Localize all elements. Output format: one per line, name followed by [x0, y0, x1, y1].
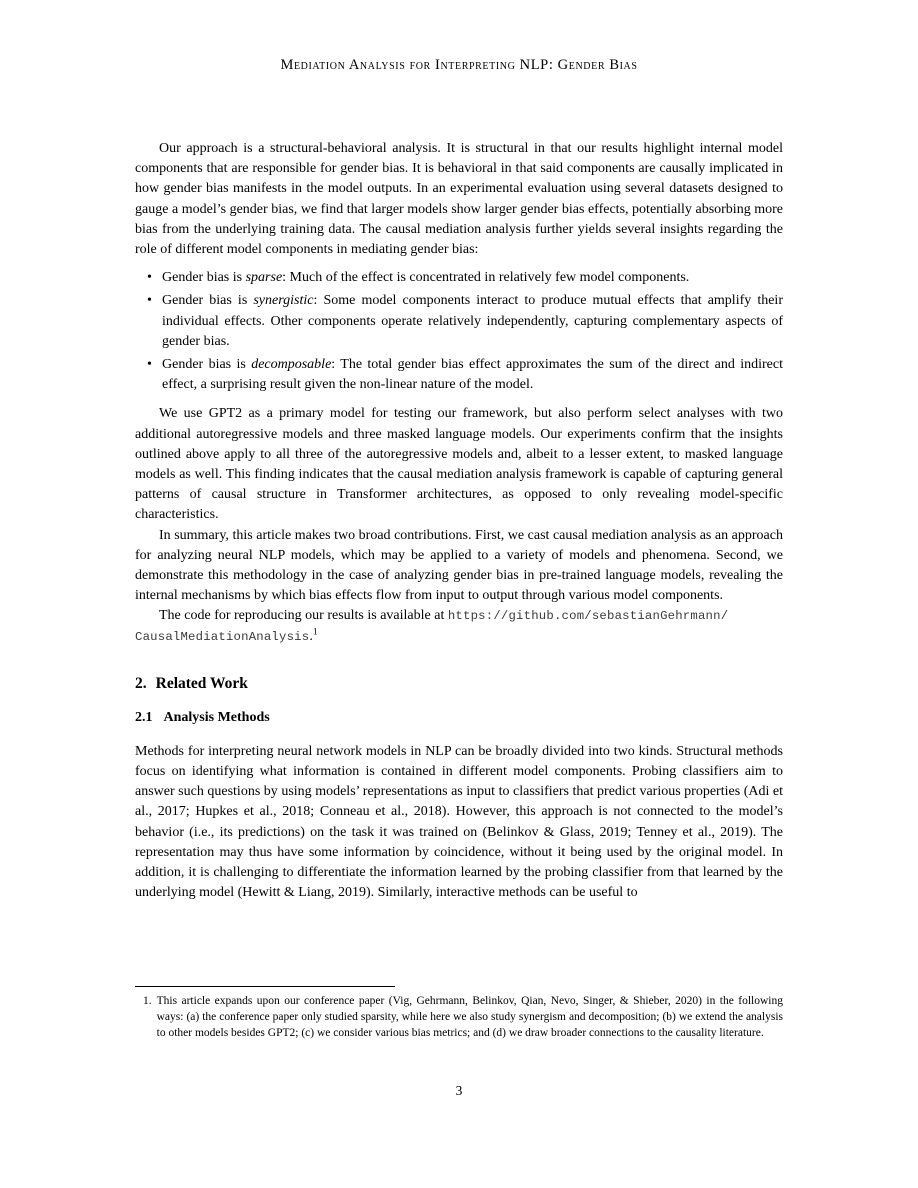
footnote — [135, 994, 783, 1041]
code-repo-link[interactable]: https://github.com/sebastianGehrmann/ — [447, 609, 729, 624]
bullet-icon: • — [147, 357, 152, 373]
code-availability-text: The code for reproducing our results is available at — [159, 608, 448, 624]
section-heading-related-work — [135, 675, 783, 693]
bullet-term: decomposable — [251, 357, 332, 373]
bullet-term: sparse — [245, 270, 283, 286]
bullet-icon: • — [147, 293, 152, 309]
bullet-list — [135, 268, 783, 395]
page-number: 3 — [455, 1083, 463, 1098]
paragraph-code-availability — [135, 606, 783, 646]
paragraph-gpt2: We use GPT2 as a primary model for testing our framework, but also perform select analyses with two additional autoregressive models and three masked language models. Our experiments confirm that the insights outlined above apply to all three of the autoregressive models and, albeit to a lesser extent, to masked language models as well. This finding indicates that the causal mediation analysis framework is capable of capturing general patterns of causal structure in Transformer architectures, as opposed to only revealing model-specific characteristics. — [135, 406, 783, 523]
footnote-text: This article expands upon our conference paper (Vig, Gehrmann, Belinkov, Qian, Nevo, Singer, & Shieber, 2020) in the following ways: (a) the conference paper only studied sparsity, while here we also study synergism and decomposition; (b) we extend the analysis to other models besides GPT2; (c) we consider various bias metrics; and (d) we draw broader connections to the causality literature. — [156, 995, 783, 1039]
main-text-column — [135, 139, 783, 904]
footnote-number: 1. — [143, 995, 152, 1007]
sentence-period: . — [309, 628, 313, 644]
paragraph-summary: In summary, this article makes two broad contributions. First, we cast causal mediation analysis as an approach for analyzing neural NLP models, which may be applied to a variety of models and phenomena. Second, we demonstrate this methodology in the case of analyzing gender bias in pre-trained language models, revealing the internal mechanisms by which bias effects flow from input to output through various model components. — [135, 527, 783, 604]
subsection-title: Analysis Methods — [163, 709, 270, 725]
paragraph-analysis-methods: Methods for interpreting neural network models in NLP can be broadly divided into two kinds. Structural methods focus on identifying what information is contained in different model components. Probing classifiers aim to answer such questions by using models’ representations as input to classifiers that predict various properties (Adi et al., 2017; Hupkes et al., 2018; Conneau et al., 2018). However, this approach is not connected to the model’s behavior (i.e., its predictions) on the task it was trained on (Belinkov & Glass, 2019; Tenney et al., 2019). The representation may thus have some information by coincidence, without it being used by the original model. In addition, it is challenging to differentiate the information learned by the probing classifier from that learned by the underlying model (Hewitt & Liang, 2019). Similarly, interactive methods can be useful to — [135, 743, 783, 901]
section-title: Related Work — [155, 674, 248, 692]
paragraph-approach: Our approach is a structural-behavioral analysis. It is structural in that our results highlight internal model components that are responsible for gender bias. It is behavioral in that said components are causally implicated in how gender bias manifests in the model outputs. In an experimental evaluation using several datasets designed to gauge a model’s gender bias, we find that larger models show larger gender bias effects, potentially absorbing more bias from the underlying training data. The causal mediation analysis further yields several insights regarding the role of different model components in mediating gender bias: — [135, 141, 783, 258]
bullet-text-rest: : Much of the effect is concentrated in relatively few model components. — [282, 270, 690, 286]
footnote-marker: 1 — [312, 627, 318, 638]
bullet-icon: • — [147, 270, 152, 286]
code-repo-link[interactable]: CausalMediationAnalysis — [135, 629, 310, 644]
bullet-text-rest: : The total gender bias effect approximates the sum of the direct and indirect effect, a surprising result given the non-linear nature of the model. — [162, 357, 784, 393]
running-header-title: Mediation Analysis for Interpreting NLP: Gender Bias — [280, 57, 638, 73]
footnote-separator-rule — [135, 986, 395, 987]
footnote-area — [135, 986, 783, 1041]
bullet-text-prefix: Gender bias is — [162, 357, 252, 373]
bullet-item-sparse — [135, 268, 783, 288]
bullet-text-rest: : Some model components interact to produce mutual effects that amplify their individual effects. Other components operate relatively independently, capturing complementary aspects of gender bias. — [162, 293, 783, 349]
bullet-term: synergistic — [253, 293, 314, 309]
bullet-text-prefix: Gender bias is — [162, 293, 254, 309]
bullet-item-synergistic — [135, 291, 783, 352]
subsection-heading-analysis-methods — [135, 709, 783, 726]
subsection-number: 2.1 — [135, 709, 153, 725]
bullet-text-prefix: Gender bias is — [162, 270, 246, 286]
section-number: 2. — [135, 674, 147, 692]
bullet-item-decomposable — [135, 355, 783, 395]
